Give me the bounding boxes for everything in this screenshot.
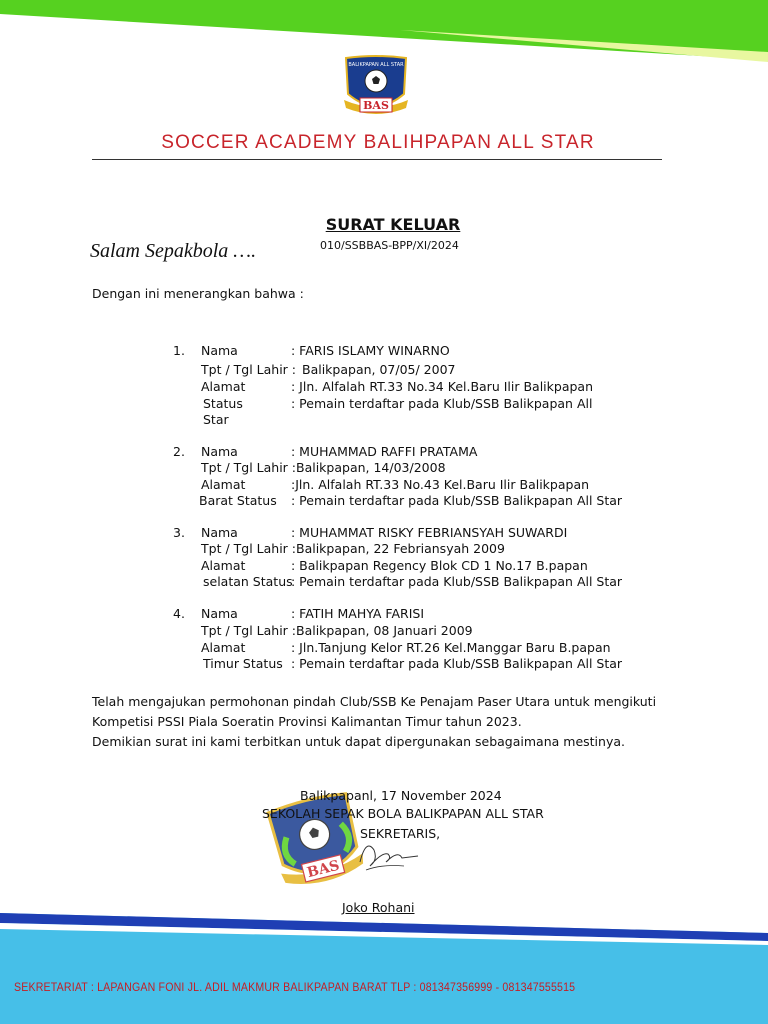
signer-role: SEKRETARIS, (360, 826, 441, 841)
player-number: 2. (173, 444, 185, 459)
field-value: : Balikpapan Regency Blok CD 1 No.17 B.papan (291, 558, 588, 573)
closing-line: Kompetisi PSSI Piala Soeratin Provinsi Kalimantan Timur tahun 2023. (92, 714, 522, 729)
field-value: : Pemain terdaftar pada Klub/SSB Balikpapan All (291, 396, 593, 411)
closing-line: Telah mengajukan permohonan pindah Club/SSB Ke Penajam Paser Utara untuk mengikuti (92, 694, 657, 709)
field-value: : Jln.Tanjung Kelor RT.26 Kel.Manggar Baru B.papan (291, 640, 611, 655)
player-number: 3. (173, 525, 185, 540)
school-name: SEKOLAH SEPAK BOLA BALIKPAPAN ALL STAR (262, 806, 544, 821)
field-value: Balikpapan, 22 Febriansyah 2009 (296, 541, 505, 556)
letter-title: SURAT KELUAR (325, 215, 461, 234)
closing-paragraph (92, 692, 656, 752)
logo-text: BAS (363, 99, 389, 112)
field-value: : FARIS ISLAMY WINARNO (291, 343, 450, 358)
stamp-text: BAS (305, 857, 342, 882)
secretariat-footer: SEKRETARIAT : LAPANGAN FONI JL. ADIL MAKMUR BALIKPAPAN BARAT TLP : 081347356999 - 081347555515 (14, 982, 576, 994)
field-label: Timur Status (203, 656, 283, 671)
field-value: : Pemain terdaftar pada Klub/SSB Balikpapan All Star (291, 493, 623, 508)
field-value: : MUHAMMAT RISKY FEBRIANSYAH SUWARDI (291, 525, 568, 540)
player-number: 4. (173, 606, 185, 621)
place-date: Balikpapanl, 17 November 2024 (300, 788, 502, 803)
field-label: Alamat (201, 379, 246, 394)
field-value: : FATIH MAHYA FARISI (291, 606, 425, 621)
field-label: Tpt / Tgl Lahir : (201, 623, 296, 638)
field-value: : Pemain terdaftar pada Klub/SSB Balikpapan All Star (291, 656, 623, 671)
field-label: Tpt / Tgl Lahir : (201, 362, 296, 377)
header-divider (92, 159, 662, 160)
field-label: Alamat (201, 640, 246, 655)
intro-line: Dengan ini menerangkan bahwa : (92, 286, 304, 301)
player-number: 1. (173, 343, 185, 358)
field-label: Alamat (201, 558, 246, 573)
greeting: Salam Sepakbola …. (90, 240, 257, 262)
academy-name-heading: SOCCER ACADEMY BALIHPAPAN ALL STAR (161, 132, 595, 153)
field-value: Balikpapan, 07/05/ 2007 (302, 362, 456, 377)
field-value: Balikpapan, 14/03/2008 (296, 460, 446, 475)
field-label: Tpt / Tgl Lahir : (201, 541, 296, 556)
field-label: Tpt / Tgl Lahir : (201, 460, 296, 475)
field-value: Balikpapan, 08 Januari 2009 (296, 623, 473, 638)
field-label: Status (203, 396, 243, 411)
field-value: : Jln. Alfalah RT.33 No.34 Kel.Baru Ilir Balikpapan (291, 379, 593, 394)
field-value: : Pemain terdaftar pada Klub/SSB Balikpapan All Star (291, 574, 623, 589)
signer-name: Joko Rohani (342, 900, 415, 915)
field-value: : MUHAMMAD RAFFI PRATAMA (291, 444, 478, 459)
closing-line: Demikian surat ini kami terbitkan untuk dapat dipergunakan sebagaimana mestinya. (92, 734, 625, 749)
logo-top-text: BALIKPAPAN ALL STAR (348, 62, 404, 68)
field-label: Nama (201, 606, 238, 621)
field-label: selatan Status (203, 574, 293, 589)
field-label: Alamat (201, 477, 246, 492)
handwritten-signature-icon (352, 832, 422, 876)
letter-number: 010/SSBBAS-BPP/XI/2024 (320, 239, 459, 252)
field-label: Barat Status (199, 493, 277, 508)
field-label: Nama (201, 343, 238, 358)
academy-logo-icon (340, 54, 412, 120)
field-value: :Jln. Alfalah RT.33 No.43 Kel.Baru Ilir Balikpapan (291, 477, 590, 492)
field-label: Nama (201, 525, 238, 540)
bottom-blue-band (0, 905, 768, 1024)
field-label: Nama (201, 444, 238, 459)
field-label: Star (203, 412, 229, 427)
